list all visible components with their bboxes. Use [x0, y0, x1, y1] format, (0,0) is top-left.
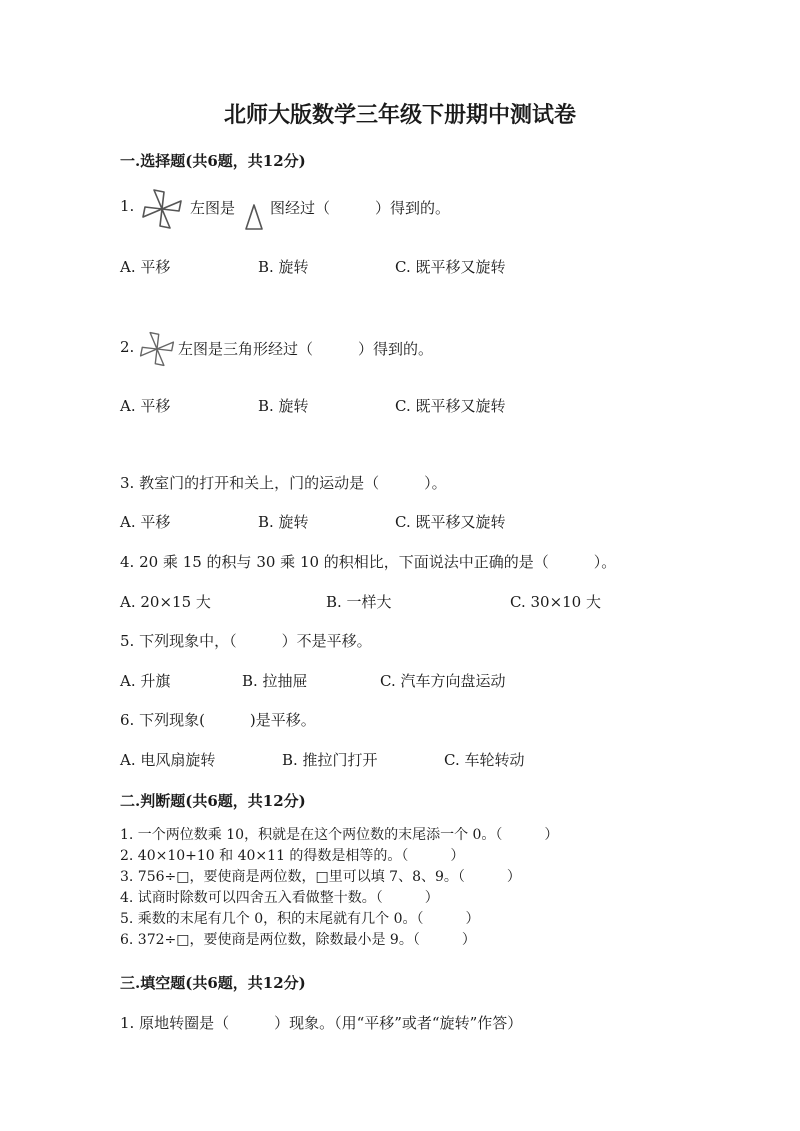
question-2-option-a: A. 平移 [120, 397, 171, 415]
question-5-option-b: B. 拉抽屉 [242, 672, 308, 690]
question-1-text-b: 图经过（ ）得到的。 [270, 199, 451, 217]
question-1-option-c: C. 既平移又旋转 [395, 258, 506, 276]
section-heading-judge: 二.判断题(共6题，共12分) [120, 792, 306, 810]
question-3-option-c: C. 既平移又旋转 [395, 513, 506, 531]
question-2-option-c: C. 既平移又旋转 [395, 397, 506, 415]
triangle-figure-icon [244, 203, 264, 231]
page-title: 北师大版数学三年级下册期中测试卷 [223, 102, 576, 128]
question-6-option-c: C. 车轮转动 [444, 751, 525, 769]
judge-item-6: 6. 372÷□，要使商是两位数，除数最小是 9。（ ） [120, 932, 476, 948]
question-5-option-c: C. 汽车方向盘运动 [380, 672, 506, 690]
pinwheel-figure-icon [140, 187, 184, 231]
question-6-option-a: A. 电风扇旋转 [120, 751, 216, 769]
pinwheel-figure-icon [138, 330, 176, 368]
judge-item-2: 2. 40×10+10 和 40×11 的得数是相等的。（ ） [120, 848, 465, 864]
fill-item-1: 1. 原地转圈是（ ）现象。（用“平移”或者“旋转”作答） [120, 1014, 523, 1032]
question-6-option-b: B. 推拉门打开 [282, 751, 378, 769]
question-5-option-a: A. 升旗 [120, 672, 171, 690]
question-3-option-b: B. 旋转 [258, 513, 309, 531]
judge-item-4: 4. 试商时除数可以四舍五入看做整十数。（ ） [120, 890, 439, 906]
question-1-option-a: A. 平移 [120, 258, 171, 276]
question-4-text: 4. 20 乘 15 的积与 30 乘 10 的积相比，下面说法中正确的是（ ）。 [120, 553, 617, 571]
question-4-option-b: B. 一样大 [326, 593, 392, 611]
question-5-text: 5. 下列现象中，（ ）不是平移。 [120, 632, 372, 650]
question-3-text: 3. 教室门的打开和关上，门的运动是（ ）。 [120, 474, 447, 492]
question-3-option-a: A. 平移 [120, 513, 171, 531]
question-2-option-b: B. 旋转 [258, 397, 309, 415]
question-1-text-a: 左图是 [190, 199, 236, 217]
question-1-option-b: B. 旋转 [258, 258, 309, 276]
section-heading-fill: 三.填空题(共6题，共12分) [120, 974, 306, 992]
question-2-number: 2. [120, 338, 135, 356]
question-4-option-a: A. 20×15 大 [120, 593, 211, 611]
question-1-number: 1. [120, 197, 135, 215]
judge-item-5: 5. 乘数的末尾有几个 0，积的末尾就有几个 0。（ ） [120, 911, 480, 927]
question-6-text: 6. 下列现象( )是平移。 [120, 711, 316, 729]
section-heading-choice: 一.选择题(共6题，共12分) [120, 152, 306, 170]
judge-item-1: 1. 一个两位数乘 10，积就是在这个两位数的末尾添一个 0。（ ） [120, 827, 559, 843]
judge-item-3: 3. 756÷□，要使商是两位数，□里可以填 7、8、9。（ ） [120, 869, 521, 885]
question-4-option-c: C. 30×10 大 [510, 593, 601, 611]
question-2-text: 左图是三角形经过（ ）得到的。 [178, 340, 434, 358]
